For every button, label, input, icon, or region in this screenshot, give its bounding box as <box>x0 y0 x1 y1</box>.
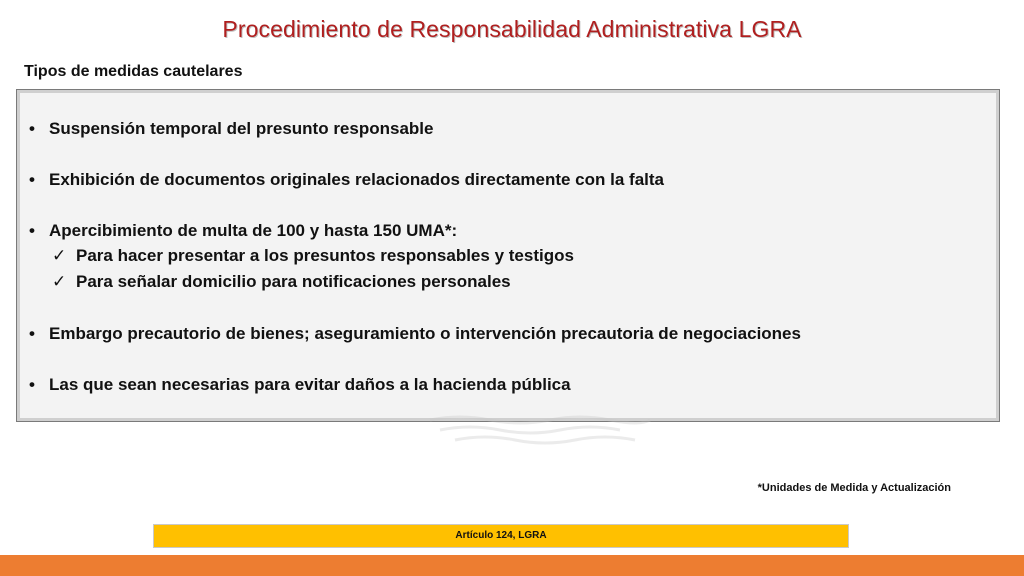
footer-bar <box>0 555 1024 576</box>
section-subtitle: Tipos de medidas cautelares <box>24 63 243 80</box>
checkmark-icon: ✓ <box>52 246 67 265</box>
sub-list-item <box>52 272 511 292</box>
list-item-text: Embargo precautorio de bienes; aseguramiento o intervención precautoria de negociaciones <box>49 324 801 343</box>
sub-list-item <box>52 246 574 266</box>
list-item <box>29 375 571 395</box>
list-item-text: Exhibición de documentos originales relacionados directamente con la falta <box>49 170 664 189</box>
bullet-icon: • <box>29 119 35 138</box>
article-reference: Artículo 124, LGRA <box>153 524 849 548</box>
measures-panel <box>16 89 1000 422</box>
sub-list-item-text: Para señalar domicilio para notificaciones personales <box>76 272 511 291</box>
watermark-logo <box>420 412 660 448</box>
list-item <box>29 324 801 344</box>
footnote: *Unidades de Medida y Actualización <box>757 482 951 494</box>
bullet-icon: • <box>29 170 35 189</box>
bullet-icon: • <box>29 324 35 343</box>
bullet-icon: • <box>29 375 35 394</box>
sub-list-item-text: Para hacer presentar a los presuntos responsables y testigos <box>76 246 574 265</box>
list-item <box>29 119 434 139</box>
list-item-text: Suspensión temporal del presunto responsable <box>49 119 434 138</box>
checkmark-icon: ✓ <box>52 272 67 291</box>
bullet-icon: • <box>29 221 35 240</box>
list-item-text: Apercibimiento de multa de 100 y hasta 150 UMA*: <box>49 221 458 240</box>
list-item <box>29 170 664 190</box>
slide-title: Procedimiento de Responsabilidad Administrativa LGRA <box>222 16 802 42</box>
list-item <box>29 221 458 241</box>
list-item-text: Las que sean necesarias para evitar daños a la hacienda pública <box>49 375 571 394</box>
